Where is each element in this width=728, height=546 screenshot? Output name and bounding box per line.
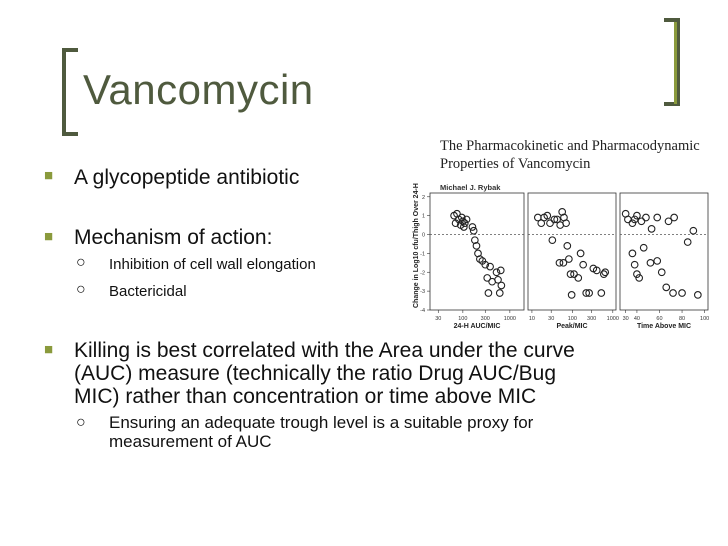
panel-frame — [620, 193, 708, 310]
data-point — [547, 220, 554, 227]
data-point — [643, 214, 650, 221]
bullet-3-line-1: Killing is best correlated with the Area under the curve — [74, 339, 575, 362]
data-point — [575, 275, 582, 282]
data-point — [640, 244, 647, 251]
data-point — [671, 214, 678, 221]
y-tick-label: 1 — [421, 213, 425, 220]
pkpd-scatter-figure — [410, 190, 710, 335]
figure-y-axis-label: Change in Log10 cfu/Thigh Over 24-H — [413, 183, 420, 308]
x-tick-label: 30 — [622, 316, 629, 322]
x-tick-label: 100 — [567, 316, 577, 322]
figure-title — [440, 137, 700, 173]
x-tick-label: 100 — [700, 316, 710, 322]
bullet-marker: ■ — [44, 228, 54, 245]
data-point — [564, 243, 571, 250]
data-point — [670, 290, 677, 297]
data-point — [498, 282, 505, 289]
data-point — [470, 227, 477, 234]
data-point — [684, 239, 691, 246]
data-point — [625, 216, 632, 223]
x-axis-label: 24-H AUC/MIC — [453, 323, 501, 330]
x-tick-label: 300 — [480, 316, 490, 322]
x-tick-label: 30 — [435, 316, 442, 322]
figure-title-line-2: Properties of Vancomycin — [440, 156, 591, 172]
data-point — [577, 250, 584, 257]
right-bracket-accent — [674, 22, 677, 104]
x-axis-label: Peak/MIC — [556, 323, 588, 330]
y-tick-label: -4 — [420, 308, 425, 314]
data-point — [663, 284, 670, 291]
x-tick-label: 80 — [678, 316, 686, 322]
data-point — [497, 267, 504, 274]
data-point — [647, 260, 654, 267]
data-point — [566, 256, 573, 263]
sub-bullet-marker: ○ — [76, 281, 86, 298]
data-point — [496, 290, 503, 297]
right-bracket — [660, 18, 682, 108]
data-point — [654, 258, 661, 265]
data-point — [568, 292, 575, 299]
data-point — [638, 218, 645, 225]
data-point — [631, 261, 638, 268]
data-point — [658, 269, 665, 276]
data-point — [695, 292, 702, 299]
x-tick-label: 100 — [458, 316, 468, 322]
x-tick-label: 40 — [633, 316, 640, 322]
sub-bullet-3-line-2: measurement of AUC — [109, 432, 272, 451]
sub-bullet-marker: ○ — [76, 414, 86, 431]
x-tick-label: 30 — [548, 316, 555, 322]
y-tick-label: -3 — [420, 289, 425, 296]
sub-bullet-marker: ○ — [76, 254, 86, 271]
data-point — [549, 237, 556, 244]
x-tick-label: 300 — [587, 316, 597, 322]
data-point — [493, 269, 500, 276]
bullet-3-line-3: MIC) rather than concentration or time above MIC — [74, 385, 537, 408]
data-point — [563, 220, 570, 227]
data-point — [580, 261, 587, 268]
y-tick-label: 2 — [421, 194, 425, 201]
data-point — [648, 226, 655, 233]
data-point — [598, 290, 605, 297]
y-tick-label: -1 — [420, 251, 425, 258]
sub-bullet-1-text: Inhibition of cell wall elongation — [109, 256, 316, 273]
bullet-2-text: Mechanism of action: — [74, 226, 273, 249]
bullet-marker: ■ — [44, 341, 54, 358]
y-tick-label: 0 — [421, 232, 425, 239]
left-bracket — [60, 48, 82, 138]
data-point — [690, 227, 697, 234]
y-tick-label: -2 — [420, 270, 425, 277]
x-tick-label: 1000 — [503, 316, 516, 322]
x-tick-label: 1000 — [606, 316, 619, 322]
bullet-3-line-2: (AUC) measure (technically the ratio Drug AUC/Bug — [74, 362, 557, 385]
figure-author: Michael J. Rybak — [440, 183, 501, 192]
data-point — [679, 290, 686, 297]
sub-bullet-3-line-1: Ensuring an adequate trough level is a suitable proxy for — [109, 413, 534, 432]
slide-title: Vancomycin — [83, 66, 314, 113]
data-point — [485, 290, 492, 297]
x-tick-label: 60 — [656, 316, 663, 322]
x-axis-label: Time Above MIC — [636, 323, 692, 330]
panel-frame — [430, 193, 524, 310]
sub-bullet-2-text: Bactericidal — [109, 283, 187, 300]
data-point — [602, 269, 609, 276]
bullet-1-text: A glycopeptide antibiotic — [74, 166, 300, 189]
data-point — [654, 214, 661, 221]
bullet-marker: ■ — [44, 167, 54, 184]
data-point — [629, 250, 636, 257]
panel-frame — [528, 193, 616, 310]
figure-title-line-1: The Pharmacokinetic and Pharmacodynamic — [440, 138, 700, 154]
x-tick-label: 10 — [528, 316, 535, 322]
